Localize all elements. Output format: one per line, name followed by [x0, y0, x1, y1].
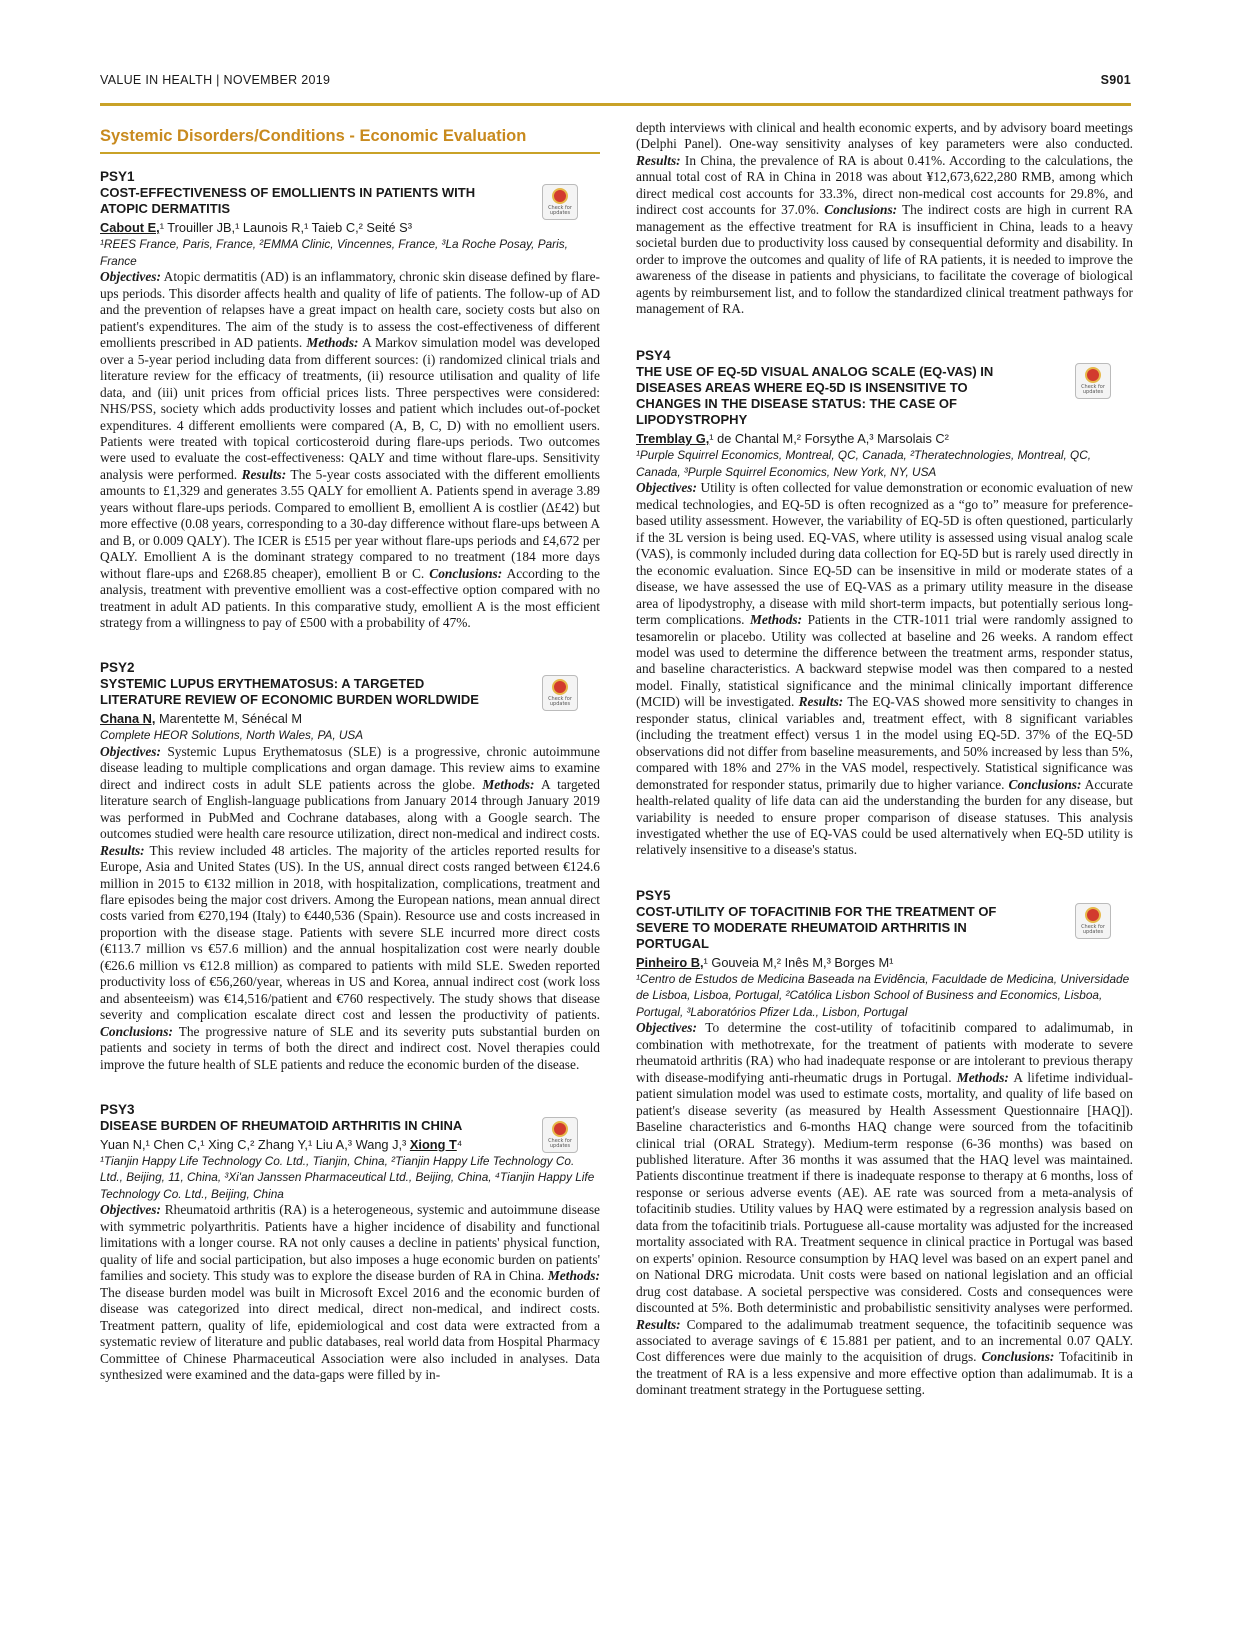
results-label: Results:	[241, 466, 287, 482]
co-authors: ¹ de Chantal M,² Forsythe A,³ Marsolais C²	[709, 431, 949, 447]
methods-label: Methods:	[482, 776, 535, 792]
methods-text: A targeted literature search of English-language publications from January 2014 through January 2019 was performed in PubMed and Cochrane databases, along with a Google search. The outcomes studied were health care resource utilization, direct non-medical and indirect costs.	[100, 776, 600, 842]
methods-label: Methods:	[547, 1268, 600, 1284]
objectives-text: Utility is often collected for value demonstration or economic evaluation of new medical technologies, and EQ-5D is often recognized as a “go to” measure for preference-based utility assessment. However, the variability of EQ-5D is often questioned, particularly if the 3L version is being used. EQ-VAS, where utility is assessed using visual analog scale (VAS), is commonly included during data collection for EQ-5D but is rarely used directly in the economic evaluation. Since EQ-5D can be insensitive in mild or moderate states of a disease, we have assessed the use of EQ-VAS as a primary utility measure in the disease area of lipodystrophy, a disease with mild short-term impacts, but potentially serious long-term complications.	[636, 480, 1133, 628]
conclusions-text: The indirect costs are high in current RA management as the effective treatment for RA is insufficient in China, leads to a heavy societal burden due to productivity loss caused by consequential deformity and disability. In order to improve the outcomes and quality of life of RA patients, it is needed to improve the awareness of the disease in patients and physicians, to facilitate the coverage of biological agents by reimbursement list, and to follow the standardized clinical treatment pathways for management of RA.	[636, 202, 1133, 316]
author-list	[636, 430, 1133, 447]
abstract-code: PSY1	[100, 169, 135, 185]
check-for-updates-badge[interactable]	[542, 184, 578, 220]
abstract-body	[636, 480, 1133, 858]
conclusions-label: Conclusions:	[100, 1023, 173, 1039]
author-list	[100, 219, 600, 236]
bookmark-icon	[552, 188, 568, 204]
presenting-author: Pinheiro B,	[636, 954, 704, 970]
author-list	[636, 954, 1133, 971]
conclusions-label: Conclusions:	[824, 202, 898, 218]
methods-text: A lifetime individual-patient simulation model was used to estimate costs, mortality, and quality of life based on patient's disease severity (as measured by Health Assessment Questionnaire [HAQ]). Baseline characteristics and 6-months HAQ change were sourced from the tofacitinib clinical trial (ORAL Strategy). Medium-term response (6-36 months) was based on published literature. After 36 months it was assumed that the HAQ level was maintained. Patients discontinue treatment if there is inadequate response to therapy at 6 months, loss of response or serious adverse events (AE). AE rate was sourced from a meta-analysis of tofacitinib studies. Utility values by HAQ were estimated by a regression analysis based on data from the tofacitinib trials. Portuguese all-cause mortality was adjusted for the increased mortality associated with RA. Treatment sequence in clinical practice in Portugal was based on experts' opinion. Resource consumption by HAQ level was based on an expert panel and on National DRG microdata. Unit costs were based on national legislation and an official drug cost database. A societal perspective was considered. Costs and consequences were discounted at 5%. Both deterministic and probabilistic sensitivity analyses were performed.	[636, 1069, 1134, 1316]
abstract-body	[100, 1202, 600, 1383]
badge-label: Check for updates	[1081, 923, 1105, 935]
methods-label: Methods:	[306, 335, 359, 351]
presenting-author: Chana N,	[100, 711, 156, 727]
objectives-label: Objectives:	[100, 269, 161, 285]
abstract-code: PSY5	[636, 887, 671, 903]
presenting-author: Cabout E,	[100, 220, 160, 236]
objectives-label: Objectives:	[100, 743, 161, 759]
results-label: Results:	[798, 694, 844, 710]
badge-label: Check for updates	[548, 205, 572, 217]
author-list	[100, 1136, 600, 1153]
presenting-author: Xiong T	[409, 1136, 457, 1152]
methods-label: Methods:	[750, 612, 803, 628]
left-column	[100, 120, 600, 1411]
methods-text: Patients in the CTR-1011 trial were randomly assigned to tesamorelin or placebo. Utility was collected at baseline and 26 weeks. A random effect model was used to determine the difference between the treatment arms, responder status, and baseline characteristics. A backward stepwise model was then compared to a nested model. Finally, statistical significance and the minimal clinically important difference (MCID) will be investigated.	[636, 612, 1133, 710]
methods-label: Methods:	[956, 1069, 1009, 1085]
affiliations: ¹Purple Squirrel Economics, Montreal, QC, Canada, ²Theratechnologies, Montreal, QC, Canada, ³Purple Squirrel Economics, New York, NY, USA	[636, 448, 1092, 479]
results-text: The 5-year costs associated with the different emollients amounts to £1,329 and generates 3.55 QALY for emollient A. Patients spend in average 3.89 years without flare-ups periods. Compared to emollient B, emollient A is costlier (Δ£42) but more effective (0.08 years, corresponding to a 30-day difference without flare-ups between A and B, or 0.009 QALY). The ICER is £515 per year without flare-ups periods and £4,672 per QALY. Emollient A is the dominant strategy compared to no treatment (184 more days without flare-ups and £268.85 cheaper), emollient B or C.	[100, 466, 601, 581]
results-text: The EQ-VAS showed more sensitivity to changes in responder status, clinical variables and, treatment effect, with 8 significant variables (including the treatment effect) versus 1 in the model using EQ-5D. 37% of the EQ-5D observations did not differ from baseline measurements, and 50% increased by less than 5%, compared with 18% and 27% in the VAS model, respectively. Statistical significance was demonstrated for responder status, primarily due to higher variance.	[636, 694, 1133, 792]
abstract-psy4	[636, 347, 1133, 858]
bookmark-icon	[1085, 907, 1101, 923]
conclusions-text: Accurate health-related quality of life data can aid the understanding the burden for any disease, but variability is needed to ensure proper comparison of disease statuses. This analysis investigated whether the use of EQ-VAS could be used alternatively when EQ-5D utility is relatively insensitive to a disease's status.	[636, 776, 1133, 858]
objectives-label: Objectives:	[636, 1020, 697, 1036]
methods-continuation-text: depth interviews with clinical and health economic experts, and by advisory board meetings (Delphi Panel). One-way sensitivity analyses of key parameters were also conducted.	[636, 120, 1133, 152]
bookmark-icon	[552, 679, 568, 695]
affiliations: ¹REES France, Paris, France, ²EMMA Clinic, Vincennes, France, ³La Roche Posay, Paris, France	[100, 237, 568, 268]
abstract-title: SYSTEMIC LUPUS ERYTHEMATOSUS: A TARGETED LITERATURE REVIEW OF ECONOMIC BURDEN WORLDWIDE	[100, 676, 479, 708]
results-text: In China, the prevalence of RA is about 0.41%. According to the calculations, the annual total cost of RA in China in 2018 was about ¥12,673,622,280 RMB, among which direct medical cost accounts for 33.3%, direct non-medical cost accounts for 29.8%, and indirect cost accounts for 37.0%.	[636, 152, 1133, 218]
methods-text: The disease burden model was built in Microsoft Excel 2016 and the economic burden of disease was categorized into direct medical, direct non-medical, and indirect costs. Treatment pattern, quality of life, epidemiological and cost data were extracted from a systematic review of literature and public databases, real world data from Hospital Pharmacy Committee of Chinese Pharmaceutical Association were also included in analyses. Data synthesized were examined and the data-gaps were filled by in-	[100, 1284, 600, 1383]
section-title: Systemic Disorders/Conditions - Economic Evaluation	[100, 127, 527, 145]
check-for-updates-badge[interactable]	[1075, 903, 1111, 939]
results-text: Compared to the adalimumab treatment sequence, the tofacitinib sequence was associated to average savings of € 15.881 per patient, and to an incremental 0.07 QALY. Cost differences were due mainly to the acquisition of drugs.	[636, 1316, 1133, 1365]
abstract-title: COST-UTILITY OF TOFACITINIB FOR THE TREATMENT OF SEVERE TO MODERATE RHEUMATOID ARTHRITIS IN PORTUGAL	[636, 903, 997, 951]
co-authors: ¹ Gouveia M,² Inês M,³ Borges M¹	[703, 954, 894, 970]
check-for-updates-badge[interactable]	[542, 675, 578, 711]
section-rule	[100, 152, 600, 154]
abstract-code: PSY2	[100, 660, 135, 676]
objectives-label: Objectives:	[100, 1202, 161, 1218]
conclusions-label: Conclusions:	[981, 1349, 1055, 1365]
presenting-author: Tremblay G,	[636, 431, 710, 447]
objectives-text: Systemic Lupus Erythematosus (SLE) is a progressive, chronic autoimmune disease leading to multiple complications and organ damage. This review aims to examine direct and indirect costs in adult SLE patients across the globe.	[100, 743, 600, 792]
abstract-psy2	[100, 659, 600, 1073]
affiliations: Complete HEOR Solutions, North Wales, PA, USA	[100, 728, 364, 743]
results-label: Results:	[100, 842, 145, 858]
co-authors: Yuan N,¹ Chen C,¹ Xing C,² Zhang Y,¹ Liu A,³ Wang J,³	[100, 1136, 410, 1152]
header-rule	[100, 103, 1131, 106]
objectives-label: Objectives:	[636, 480, 697, 496]
objectives-text: Rheumatoid arthritis (RA) is a heterogeneous, systemic and autoimmune disease with symmetric polyarthritis. Patients have a higher incidence of disability and functional limitations with a longer course. RA not only causes a decline in patients' physical function, quality of life and social participation, but also imposes a huge economic burden on patients' families and society. This study was to explore the disease burden of RA in China.	[100, 1202, 600, 1284]
abstract-body	[636, 1020, 1133, 1398]
check-for-updates-badge[interactable]	[1075, 363, 1111, 399]
conclusions-text: The progressive nature of SLE and its severity puts substantial burden on patients and society in terms of both the direct and indirect cost. Novel therapies could improve the future health of SLE patients and reduce the economic burden of the disease.	[100, 1023, 600, 1072]
results-label: Results:	[636, 152, 681, 168]
objectives-text: Atopic dermatitis (AD) is an inflammatory, chronic skin disease defined by flare-ups periods. This disorder affects health and quality of life of patients. The follow-up of AD and the prevention of relapses have a great impact on health care, society costs but also on patient's expenditures. The aim of the study is to assess the cost-effectiveness of different emollients prescribed in AD patients.	[100, 269, 600, 351]
results-text: This review included 48 articles. The majority of the articles reported results for Europe, Asia and United States (US). In the US, annual direct costs ranged between €124.6 million in 2015 to €132 million in 2018, with hospitalization, complications, treatment and flare episodes being the major cost drivers. Among the European nations, mean annual direct costs varied from €270,194 (Italy) to €440,536 (Spain). Resource use and costs increased in proportion with the disease stage. Patients with severe SLE incurred more direct costs (€113.7 million vs €57.6 million) and the annual hospitalization cost were nearly double (€26.6 million vs €12.8 million) as compared to patients with mild SLE. Sweden reported productivity loss of €56,260/year, whereas in US and Korea, annual indirect cost (work loss and absenteeism) was €14,516/patient and €760 respectively. The study shows that disease severity and complication escalate direct cost and lessen the productivity of patients.	[100, 842, 600, 1023]
badge-label: Check for updates	[1081, 384, 1105, 396]
affiliations: ¹Centro de Estudos de Medicina Baseada na Evidência, Faculdade de Medicina, Universidade de Lisboa, Lisboa, Portugal, ²Católica Lisbon School of Business and Economics, Lisboa, Portugal, ³Laboratórios Pfizer Lda., Lisbon, Portugal	[636, 971, 1130, 1019]
conclusions-label: Conclusions:	[1008, 776, 1082, 792]
abstract-title: THE USE OF EQ-5D VISUAL ANALOG SCALE (EQ-VAS) IN DISEASES AREAS WHERE EQ-5D IS INSENSITIVE TO CHANGES IN THE DISEASE STATUS: THE CASE OF LIPODYSTROPHY	[636, 364, 994, 428]
journal-issue: VALUE IN HEALTH | NOVEMBER 2019	[100, 73, 331, 87]
methods-text: A Markov simulation model was developed over a 5-year period including data from different sources: (i) randomized clinical trials and literature review for the efficacy of treatments, (ii) resource utilisation and quality of life data, and (iii) unit prices from official prices lists. Three perspectives were considered: NHS/PSS, society which adds productivity losses and patient which includes out-of-pocket expenditures. 4 different emollients were compared (A, B, C, D) with no emollient users. Patients were treated with topical corticosteroid during flare-ups periods. Two outcomes were used to evaluate the cost-effectiveness: QALY and time without flare-ups. Sensitivity analysis were performed.	[100, 335, 600, 482]
affiliations: ¹Tianjin Happy Life Technology Co. Ltd., Tianjin, China, ²Tianjin Happy Life Technology Co. Ltd., Beijing, 11, China, ³Xi'an Janssen Pharmaceutical Ltd., Beijing, China, ⁴Tianjin Happy Life Technology Co. Ltd., Beijing, China	[100, 1153, 595, 1201]
abstract-psy3	[100, 1101, 600, 1383]
abstract-psy5	[636, 887, 1133, 1399]
bookmark-icon	[1085, 367, 1101, 383]
abstract-body	[100, 744, 600, 1073]
conclusions-text: According to the analysis, treatment with preventive emollient was a cost-effective option compared with no treatment in adult AD patients. In this comparative study, emollient A is the most efficient strategy from a willingness to pay of £500 with a probability of 47%.	[100, 565, 600, 630]
co-authors: ¹ Trouiller JB,¹ Launois R,¹ Taieb C,² Seité S³	[159, 220, 412, 236]
author-list	[100, 710, 600, 727]
check-for-updates-badge[interactable]	[542, 1117, 578, 1153]
right-column	[636, 120, 1133, 1427]
abstract-code: PSY4	[636, 348, 671, 364]
abstract-title: COST-EFFECTIVENESS OF EMOLLIENTS IN PATIENTS WITH ATOPIC DERMATITIS	[100, 185, 476, 217]
abstract-psy1	[100, 168, 600, 631]
results-label: Results:	[636, 1316, 681, 1332]
abstract-body	[100, 269, 600, 631]
badge-label: Check for updates	[548, 696, 572, 708]
conclusions-text: Tofacitinib in the treatment of RA is a less expensive and more effective option than adalimumab. It is a dominant treatment strategy in the Portuguese setting.	[636, 1349, 1133, 1398]
co-authors: Marentette M, Sénécal M	[155, 711, 302, 727]
author-affiliation-mark: ⁴	[456, 1136, 463, 1152]
page-number: S901	[1100, 73, 1131, 87]
abstract-code: PSY3	[100, 1101, 135, 1117]
badge-label: Check for updates	[548, 1137, 572, 1149]
abstract-title: DISEASE BURDEN OF RHEUMATOID ARTHRITIS IN CHINA	[100, 1117, 463, 1133]
conclusions-label: Conclusions:	[429, 565, 503, 581]
running-head	[100, 73, 1131, 99]
objectives-text: To determine the cost-utility of tofacitinib compared to adalimumab, in combination with methotrexate, for the treatment of patients with moderate to severe rheumatoid arthritis (RA) who had inadequate response or are intolerant to previous therapy with disease-modifying anti-rheumatic drugs in Portugal.	[636, 1020, 1133, 1085]
abstract-psy3-continued	[636, 120, 1133, 317]
bookmark-icon	[552, 1121, 568, 1137]
